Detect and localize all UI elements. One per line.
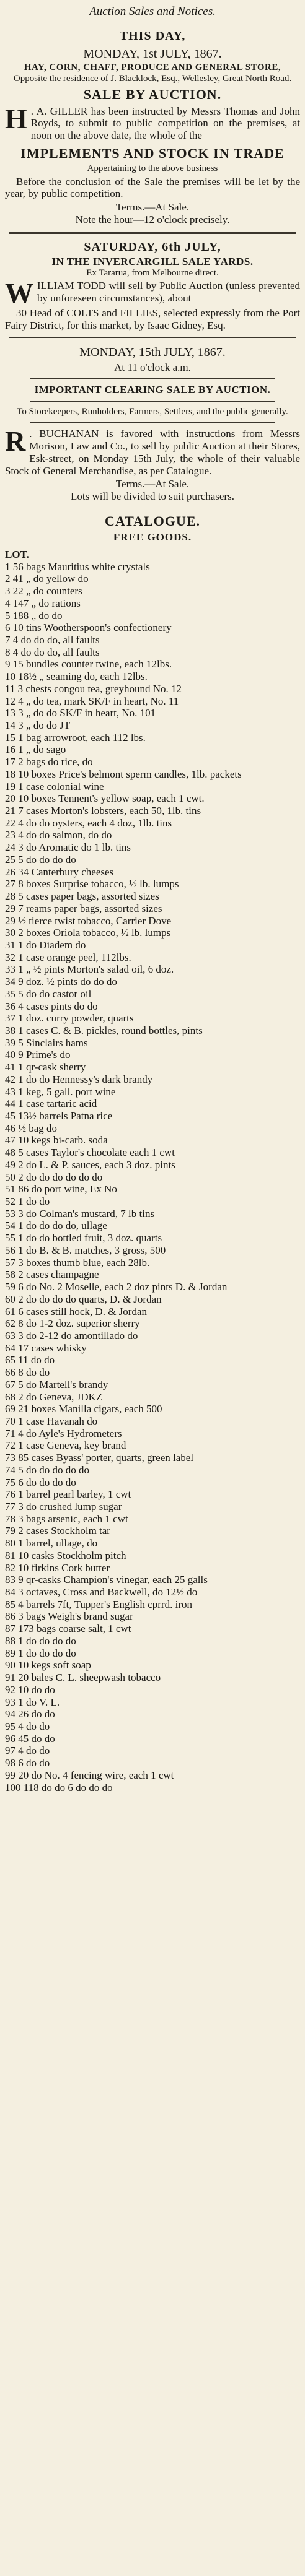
lot-line: 29 7 reams paper bags, assorted sizes — [5, 902, 162, 914]
lot-line: 99 20 do No. 4 fencing wire, each 1 cwt — [5, 1769, 174, 1781]
lot-line: 80 1 barrel, ullage, do — [5, 1537, 98, 1550]
notice-clearing-sale — [5, 345, 300, 1793]
dropcap-letter: W — [5, 277, 33, 309]
divider — [30, 401, 275, 402]
lot-line: 58 2 cases champagne — [5, 1268, 99, 1281]
items-subtitle: Appertaining to the above business — [87, 163, 218, 174]
lot-line: 10 18½ „ seaming do, each 12lbs. — [5, 670, 148, 683]
lot-line: 78 3 bags arsenic, each 1 cwt — [5, 1512, 128, 1525]
lot-line: 39 5 Sinclairs hams — [5, 1036, 88, 1049]
lot-line: 19 1 case colonial wine — [5, 780, 104, 792]
note-line: Note the hour—12 o'clock precisely. — [75, 213, 230, 225]
time-line: At 11 o'clock a.m. — [114, 361, 191, 373]
lot-line: 88 1 do do do do — [5, 1634, 76, 1647]
lot-line: 13 3 „ do do SK/F in heart, No. 101 — [5, 707, 156, 719]
lot-line: 83 9 qr-casks Champion's vinegar, each 25 galls — [5, 1574, 208, 1586]
lot-line: 5 188 „ do do — [5, 609, 63, 622]
terms-line: Terms.—At Sale. — [115, 201, 190, 214]
lot-line: 42 1 do do Hennessy's dark brandy — [5, 1073, 153, 1085]
lot-line: 32 1 case orange peel, 112lbs. — [5, 951, 131, 963]
notice-date: MONDAY, 1st JULY, 1867. — [83, 47, 222, 61]
lot-line: 40 9 Prime's do — [5, 1049, 71, 1061]
lot-line: 81 10 casks Stockholm pitch — [5, 1549, 126, 1561]
lot-line: 46 ½ bag do — [5, 1122, 58, 1134]
via-line: Ex Tararua, from Melbourne direct. — [86, 267, 219, 278]
audience-line: To Storekeepers, Runholders, Farmers, Settlers, and the public generally. — [17, 407, 288, 417]
notice-body — [5, 425, 300, 477]
lot-line: 85 4 barrels 7ft, Tupper's English cprrd. iron — [5, 1598, 192, 1610]
lot-line: 35 5 do do castor oil — [5, 987, 92, 1000]
lot-line: 70 1 case Havanah do — [5, 1415, 98, 1427]
lot-line: 87 173 bags coarse salt, 1 cwt — [5, 1623, 131, 1635]
divider — [30, 422, 275, 423]
notice-hay-corn-store — [5, 29, 300, 226]
lot-column-heading: LOT. — [5, 548, 29, 560]
items-title: IMPLEMENTS AND STOCK IN TRADE — [20, 145, 285, 161]
lot-line: 16 1 „ do sago — [5, 744, 66, 756]
divider — [9, 337, 296, 339]
divider — [9, 232, 296, 234]
lot-line: 52 1 do do — [5, 1195, 50, 1208]
lot-line: 61 6 cases still hock, D. & Jordan — [5, 1305, 147, 1317]
notice-body-text: . A. GILLER has been instructed by Messrs Thomas and John Royds, to submit to public competition on the premises, at noon on the above date, the whole of the — [30, 105, 300, 142]
lot-line: 86 3 bags Weigh's brand sugar — [5, 1610, 133, 1623]
lot-line: 76 1 barrel pearl barley, 1 cwt — [5, 1488, 131, 1501]
free-goods-heading: FREE GOODS. — [113, 531, 192, 544]
lot-line: 56 1 do B. & B. matches, 3 gross, 500 — [5, 1244, 166, 1256]
notice-date: SATURDAY, 6th JULY, — [84, 240, 221, 254]
lot-line: 3 22 „ do counters — [5, 585, 82, 597]
lot-line: 29 ½ tierce twist tobacco, Carrier Dove — [5, 914, 172, 927]
lot-line: 2 41 „ do yellow do — [5, 573, 89, 585]
notice-body — [5, 277, 300, 309]
lot-line: 79 2 cases Stockholm tar — [5, 1525, 110, 1537]
notice-colts-fillies — [5, 240, 300, 332]
lot-line: 63 3 do 2-12 do amontillado do — [5, 1329, 138, 1342]
lot-line: 95 4 do do — [5, 1720, 50, 1732]
lot-line: 57 3 boxes thumb blue, each 28lb. — [5, 1256, 150, 1268]
lot-line: 38 1 cases C. & B. pickles, round bottles, pints — [5, 1024, 203, 1036]
lot-line: 75 6 do do do do — [5, 1476, 76, 1488]
lot-line: 15 1 bag arrowroot, each 112 lbs. — [5, 731, 146, 744]
lot-line: 66 8 do do — [5, 1366, 50, 1379]
lot-line: 92 10 do do — [5, 1683, 55, 1696]
lot-line: 44 1 case tartaric acid — [5, 1098, 97, 1110]
lot-line: 34 9 doz. ½ pints do do do — [5, 976, 117, 988]
lot-line: 43 1 keg, 5 gall. port wine — [5, 1085, 116, 1098]
notice-body-text: . BUCHANAN is favored with instructions from Messrs Morison, Law and Co., to sell by public Auction at their Stores, Esk-street, on Monday 15th July, the whole of their valuable Stock of General Merchandise, as per Catalogue. — [5, 428, 300, 477]
lot-line: 91 20 bales C. L. sheepwash tobacco — [5, 1672, 161, 1684]
lot-line: 100 118 do do 6 do do do — [5, 1781, 113, 1793]
lot-line: 89 1 do do do do — [5, 1647, 76, 1659]
lot-line: 28 5 cases paper bags, assorted sizes — [5, 890, 159, 903]
yards-heading: IN THE INVERCARGILL SALE YARDS. — [51, 255, 254, 267]
catalogue-heading: CATALOGUE. — [104, 513, 201, 529]
lot-line: 68 2 do Geneva, JDKZ — [5, 1390, 103, 1403]
lot-line: 8 4 do do do, all faults — [5, 646, 100, 658]
lot-line: 12 4 „ do tea, mark SK/F in heart, No. 11 — [5, 695, 179, 707]
dropcap-letter: H — [5, 102, 27, 134]
lot-line: 36 4 cases pints do do — [5, 1000, 98, 1012]
lot-line: 54 1 do do do do, ullage — [5, 1220, 107, 1232]
terms-line: Terms.—At Sale. — [115, 478, 190, 490]
lot-line: 74 5 do do do do do — [5, 1464, 89, 1476]
lot-line: 7 4 do do do, all faults — [5, 633, 100, 646]
lot-line: 14 3 „ do do JT — [5, 719, 71, 731]
lot-line: 90 10 kegs soft soap — [5, 1659, 91, 1672]
lot-line: 25 5 do do do do — [5, 853, 76, 865]
lot-line: 24 3 do Aromatic do 1 lb. tins — [5, 841, 131, 854]
dropcap-letter: R — [5, 425, 26, 458]
lot-line: 98 6 do do — [5, 1757, 50, 1769]
sale-title: SALE BY AUCTION. — [83, 87, 222, 103]
lot-line: 71 4 do Ayle's Hydrometers — [5, 1427, 122, 1439]
lot-line: 45 13½ barrels Patna rice — [5, 1110, 113, 1122]
lot-line: 67 5 do Martell's brandy — [5, 1378, 108, 1390]
divider — [30, 378, 275, 379]
lot-line: 27 8 boxes Surprise tobacco, ½ lb. lumps — [5, 878, 179, 890]
lot-line: 94 26 do do — [5, 1708, 55, 1720]
lot-line: 6 10 tins Wootherspoon's confectionery — [5, 622, 172, 634]
lot-line: 21 7 cases Morton's lobsters, each 50, 1lb. tins — [5, 805, 201, 817]
lot-line: 97 4 do do — [5, 1745, 50, 1757]
page-title: Auction Sales and Notices. — [89, 5, 216, 18]
lot-line: 55 1 do do bottled fruit, 3 doz. quarts — [5, 1232, 162, 1244]
lot-line: 62 8 do 1-2 doz. superior sherry — [5, 1317, 140, 1330]
lot-line: 84 3 octaves, Cross and Backwell, do 12½ do — [5, 1586, 198, 1598]
notice-body-text: ILLIAM TODD will sell by Public Auction (unless prevented by unforeseen circumstances), about — [37, 279, 300, 304]
lot-line: 69 21 boxes Manilla cigars, each 500 — [5, 1403, 162, 1415]
lot-line: 20 10 boxes Tennent's yellow soap, each 1 cwt. — [5, 792, 205, 805]
lot-line: 30 2 boxes Oriola tobacco, ½ lb. lumps — [5, 927, 171, 939]
location-line: Opposite the residence of J. Blacklock, Esq., Wellesley, Great North Road. — [13, 73, 292, 84]
lot-line: 77 3 do crushed lump sugar — [5, 1501, 122, 1512]
business-heading: HAY, CORN, CHAFF, PRODUCE AND GENERAL STORE, — [24, 63, 281, 73]
lot-list — [5, 561, 300, 1794]
notice-date: MONDAY, 15th JULY, 1867. — [79, 345, 226, 360]
notice-body-2: 30 Head of COLTS and FILLIES, selected expressly from the Port Fairy District, for this market, by Isaac Gidney, Esq. — [5, 306, 300, 331]
lot-line: 18 10 boxes Price's belmont sperm candles, 1lb. packets — [5, 768, 242, 780]
lot-line: 31 1 do Diadem do — [5, 939, 86, 951]
lots-note: Lots will be divided to suit purchasers. — [71, 490, 234, 502]
lot-line: 47 10 kegs bi-carb. soda — [5, 1134, 108, 1147]
lot-line: 1 56 bags Mauritius white crystals — [5, 560, 150, 573]
lot-line: 41 1 qr-cask sherry — [5, 1061, 86, 1073]
lot-line: 60 2 do do do do quarts, D. & Jordan — [5, 1293, 162, 1305]
lot-line: 72 1 case Geneva, key brand — [5, 1439, 126, 1452]
notice-date-label: THIS DAY, — [119, 29, 186, 43]
lot-line: 23 4 do do salmon, do do — [5, 829, 112, 841]
lot-line: 93 1 do V. L. — [5, 1696, 60, 1708]
lot-line: 22 4 do do oysters, each 4 doz, 1lb. tins — [5, 817, 172, 829]
lot-line: 50 2 do do do do do do — [5, 1171, 103, 1183]
notice-body-2: Before the conclusion of the Sale the premises will be let by the year, by public competition. — [5, 175, 300, 200]
lot-line: 49 2 do L. & P. sauces, each 3 doz. pints — [5, 1158, 175, 1171]
notice-body — [5, 102, 300, 142]
lot-line: 96 45 do do — [5, 1732, 55, 1745]
lot-line: 26 34 Canterbury cheeses — [5, 865, 114, 878]
lot-line: 11 3 chests congou tea, greyhound No. 12 — [5, 682, 182, 695]
lot-line: 33 1 „ ½ pints Morton's salad oil, 6 doz. — [5, 963, 174, 976]
lot-line: 64 17 cases whisky — [5, 1342, 87, 1354]
lot-line: 48 5 cases Taylor's chocolate each 1 cwt — [5, 1147, 175, 1159]
lot-line: 9 15 bundles counter twine, each 12lbs. — [5, 658, 172, 670]
sale-title: IMPORTANT CLEARING SALE BY AUCTION. — [34, 384, 271, 396]
lot-line: 73 85 cases Byass' porter, quarts, green label — [5, 1452, 194, 1464]
lot-line: 37 1 doz. curry powder, quarts — [5, 1012, 134, 1025]
lot-line: 65 11 do do — [5, 1354, 55, 1366]
lot-line: 53 3 do Colman's mustard, 7 lb tins — [5, 1207, 155, 1220]
lot-line: 59 6 do No. 2 Moselle, each 2 doz pints D. & Jordan — [5, 1281, 228, 1293]
lot-line: 4 147 „ do rations — [5, 597, 81, 609]
lot-line: 17 2 bags do rice, do — [5, 756, 93, 768]
lot-line: 51 86 do port wine, Ex No — [5, 1183, 117, 1195]
lot-line: 82 10 firkins Cork butter — [5, 1561, 110, 1574]
